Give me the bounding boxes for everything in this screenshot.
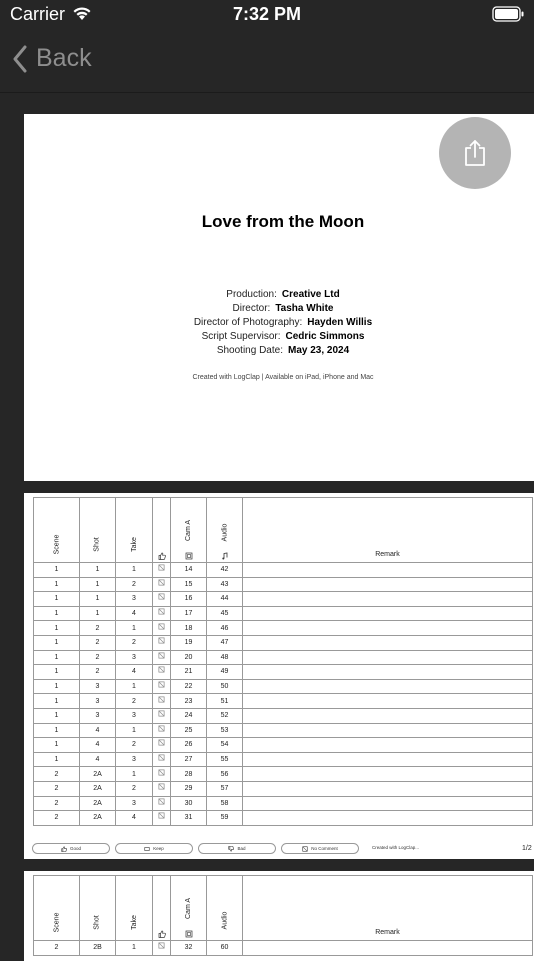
remark-cell — [243, 563, 533, 578]
no-comment-icon — [302, 846, 308, 852]
no-comment-icon — [153, 563, 171, 578]
cam-cell: 19 — [171, 635, 207, 650]
thumbs-up-icon — [61, 846, 67, 852]
credit-line: Director of Photography: Hayden Willis — [193, 317, 373, 328]
remark-cell — [243, 577, 533, 592]
audio-cell: 60 — [207, 941, 243, 956]
table-row — [34, 796, 533, 811]
header-shot: Shot — [80, 876, 116, 941]
scene-cell: 1 — [34, 752, 80, 767]
legend-good: Good — [32, 843, 110, 854]
audio-icon — [221, 552, 229, 560]
audio-cell: 46 — [207, 621, 243, 636]
table-row — [34, 592, 533, 607]
table-row — [34, 665, 533, 680]
table-row — [34, 781, 533, 796]
remark-cell — [243, 650, 533, 665]
take-cell: 2 — [116, 577, 153, 592]
chevron-left-icon — [12, 45, 28, 73]
scene-cell: 1 — [34, 694, 80, 709]
no-comment-icon — [153, 723, 171, 738]
remark-cell — [243, 606, 533, 621]
credits-block — [24, 288, 534, 358]
clock: 7:32 PM — [232, 4, 302, 24]
credit-line: Shooting Date: May 23, 2024 — [216, 345, 350, 356]
audio-cell: 51 — [207, 694, 243, 709]
log-table — [33, 497, 533, 826]
header-rating — [153, 498, 171, 563]
remark-cell — [243, 752, 533, 767]
credit-line: Production: Creative Ltd — [226, 289, 340, 300]
cam-cell: 15 — [171, 577, 207, 592]
shot-cell: 2A — [80, 811, 116, 826]
table-row — [34, 679, 533, 694]
shot-cell: 1 — [80, 606, 116, 621]
audio-cell: 55 — [207, 752, 243, 767]
table-row — [34, 752, 533, 767]
thumbs-up-icon — [158, 930, 166, 938]
no-comment-icon — [153, 694, 171, 709]
scene-cell: 1 — [34, 606, 80, 621]
camera-icon — [185, 930, 193, 938]
shot-cell: 2A — [80, 796, 116, 811]
table-row — [34, 563, 533, 578]
remark-cell — [243, 811, 533, 826]
no-comment-icon — [153, 738, 171, 753]
battery-icon — [492, 6, 524, 22]
cam-cell: 16 — [171, 592, 207, 607]
audio-cell: 53 — [207, 723, 243, 738]
created-with-note: Created with LogClap | Available on iPad, iPhone and Mac — [192, 374, 374, 381]
audio-cell: 43 — [207, 577, 243, 592]
header-shot: Shot — [80, 498, 116, 563]
shot-cell: 4 — [80, 723, 116, 738]
rating-legend — [32, 843, 534, 855]
pdf-page-log — [24, 493, 534, 859]
no-comment-icon — [153, 665, 171, 680]
remark-cell — [243, 767, 533, 782]
scene-cell: 1 — [34, 738, 80, 753]
shot-cell: 2 — [80, 621, 116, 636]
scene-cell: 1 — [34, 563, 80, 578]
audio-cell: 42 — [207, 563, 243, 578]
header-rating — [153, 876, 171, 941]
shot-cell: 3 — [80, 679, 116, 694]
remark-cell — [243, 635, 533, 650]
remark-cell — [243, 796, 533, 811]
scene-cell: 2 — [34, 781, 80, 796]
scene-cell: 1 — [34, 650, 80, 665]
cam-cell: 28 — [171, 767, 207, 782]
table-header-row — [34, 498, 533, 563]
shot-cell: 3 — [80, 694, 116, 709]
remark-cell — [243, 621, 533, 636]
back-button[interactable] — [12, 44, 92, 73]
table-row — [34, 708, 533, 723]
take-cell: 1 — [116, 941, 153, 956]
remark-cell — [243, 708, 533, 723]
take-cell: 4 — [116, 606, 153, 621]
scene-cell: 1 — [34, 635, 80, 650]
scene-cell: 1 — [34, 723, 80, 738]
remark-cell — [243, 665, 533, 680]
document-title: Love from the Moon — [201, 212, 365, 231]
header-audio: Audio — [207, 876, 243, 941]
audio-cell: 45 — [207, 606, 243, 621]
keep-icon — [144, 846, 150, 852]
legend-bad: Bad — [198, 843, 276, 854]
remark-cell — [243, 738, 533, 753]
shot-cell: 3 — [80, 708, 116, 723]
camera-icon — [185, 552, 193, 560]
remark-cell — [243, 723, 533, 738]
no-comment-icon — [153, 796, 171, 811]
header-remark: Remark — [243, 876, 533, 941]
audio-cell: 50 — [207, 679, 243, 694]
scene-cell: 2 — [34, 767, 80, 782]
cam-cell: 21 — [171, 665, 207, 680]
take-cell: 3 — [116, 796, 153, 811]
table-row — [34, 694, 533, 709]
shot-cell: 2 — [80, 665, 116, 680]
cam-cell: 32 — [171, 941, 207, 956]
scene-cell: 1 — [34, 708, 80, 723]
shot-cell: 2 — [80, 650, 116, 665]
header-remark: Remark — [243, 498, 533, 563]
credit-line: Script Supervisor: Cedric Simmons — [201, 331, 365, 342]
scene-cell: 1 — [34, 621, 80, 636]
header-cam: Cam A — [171, 876, 207, 941]
no-comment-icon — [153, 635, 171, 650]
table-row — [34, 650, 533, 665]
no-comment-icon — [153, 941, 171, 956]
take-cell: 1 — [116, 767, 153, 782]
cam-cell: 31 — [171, 811, 207, 826]
scene-cell: 1 — [34, 577, 80, 592]
take-cell: 1 — [116, 621, 153, 636]
pdf-page-log-2 — [24, 871, 534, 961]
thumbs-up-icon — [158, 552, 166, 560]
shot-cell: 2 — [80, 635, 116, 650]
shot-cell: 4 — [80, 752, 116, 767]
take-cell: 4 — [116, 811, 153, 826]
shot-cell: 2B — [80, 941, 116, 956]
table-header-row — [34, 876, 533, 941]
cam-cell: 18 — [171, 621, 207, 636]
take-cell: 1 — [116, 679, 153, 694]
table-row — [34, 738, 533, 753]
back-label: Back — [36, 44, 92, 72]
audio-cell: 56 — [207, 767, 243, 782]
take-cell: 3 — [116, 708, 153, 723]
cam-cell: 23 — [171, 694, 207, 709]
audio-cell: 58 — [207, 796, 243, 811]
take-cell: 2 — [116, 781, 153, 796]
take-cell: 4 — [116, 665, 153, 680]
scene-cell: 1 — [34, 665, 80, 680]
cam-cell: 17 — [171, 606, 207, 621]
header-take: Take — [116, 498, 153, 563]
scene-cell: 1 — [34, 592, 80, 607]
shot-cell: 1 — [80, 563, 116, 578]
shot-cell: 2A — [80, 781, 116, 796]
legend-no-comment: No Comment — [281, 843, 359, 854]
shot-cell: 1 — [80, 577, 116, 592]
no-comment-icon — [153, 752, 171, 767]
carrier-label: Carrier — [10, 4, 66, 24]
table-row — [34, 767, 533, 782]
cam-cell: 20 — [171, 650, 207, 665]
shot-cell: 1 — [80, 592, 116, 607]
table-row — [34, 941, 533, 956]
share-icon — [463, 139, 487, 167]
cam-cell: 27 — [171, 752, 207, 767]
credit-line: Director: Tasha White — [232, 303, 334, 314]
shot-cell: 2A — [80, 767, 116, 782]
navigation-bar — [0, 30, 534, 93]
legend-created-note: Created with LogClap... — [372, 845, 420, 850]
take-cell: 2 — [116, 738, 153, 753]
remark-cell — [243, 941, 533, 956]
table-row — [34, 635, 533, 650]
header-scene: Scene — [34, 498, 80, 563]
scene-cell: 2 — [34, 941, 80, 956]
audio-cell: 49 — [207, 665, 243, 680]
share-button[interactable] — [439, 117, 511, 189]
no-comment-icon — [153, 767, 171, 782]
table-row — [34, 577, 533, 592]
table-row — [34, 621, 533, 636]
no-comment-icon — [153, 577, 171, 592]
log-table — [33, 875, 533, 956]
page-number: 1/2 — [522, 845, 532, 852]
scene-cell: 2 — [34, 796, 80, 811]
header-cam: Cam A — [171, 498, 207, 563]
remark-cell — [243, 694, 533, 709]
no-comment-icon — [153, 592, 171, 607]
audio-cell: 57 — [207, 781, 243, 796]
cam-cell: 30 — [171, 796, 207, 811]
no-comment-icon — [153, 606, 171, 621]
take-cell: 1 — [116, 563, 153, 578]
audio-cell: 44 — [207, 592, 243, 607]
thumbs-down-icon — [228, 846, 234, 852]
cam-cell: 24 — [171, 708, 207, 723]
table-row — [34, 811, 533, 826]
take-cell: 2 — [116, 694, 153, 709]
table-row — [34, 606, 533, 621]
audio-cell: 59 — [207, 811, 243, 826]
no-comment-icon — [153, 781, 171, 796]
cam-cell: 29 — [171, 781, 207, 796]
scene-cell: 2 — [34, 811, 80, 826]
cam-cell: 26 — [171, 738, 207, 753]
take-cell: 1 — [116, 723, 153, 738]
cam-cell: 22 — [171, 679, 207, 694]
audio-cell: 48 — [207, 650, 243, 665]
legend-keep: Keep — [115, 843, 193, 854]
scene-cell: 1 — [34, 679, 80, 694]
no-comment-icon — [153, 811, 171, 826]
cam-cell: 25 — [171, 723, 207, 738]
status-bar — [0, 0, 534, 30]
take-cell: 3 — [116, 650, 153, 665]
header-scene: Scene — [34, 876, 80, 941]
audio-cell: 52 — [207, 708, 243, 723]
audio-cell: 54 — [207, 738, 243, 753]
no-comment-icon — [153, 679, 171, 694]
no-comment-icon — [153, 708, 171, 723]
no-comment-icon — [153, 650, 171, 665]
cam-cell: 14 — [171, 563, 207, 578]
remark-cell — [243, 679, 533, 694]
remark-cell — [243, 781, 533, 796]
audio-cell: 47 — [207, 635, 243, 650]
take-cell: 3 — [116, 592, 153, 607]
no-comment-icon — [153, 621, 171, 636]
shot-cell: 4 — [80, 738, 116, 753]
take-cell: 2 — [116, 635, 153, 650]
pdf-page-cover — [24, 114, 534, 481]
table-row — [34, 723, 533, 738]
header-take: Take — [116, 876, 153, 941]
header-audio: Audio — [207, 498, 243, 563]
remark-cell — [243, 592, 533, 607]
take-cell: 3 — [116, 752, 153, 767]
